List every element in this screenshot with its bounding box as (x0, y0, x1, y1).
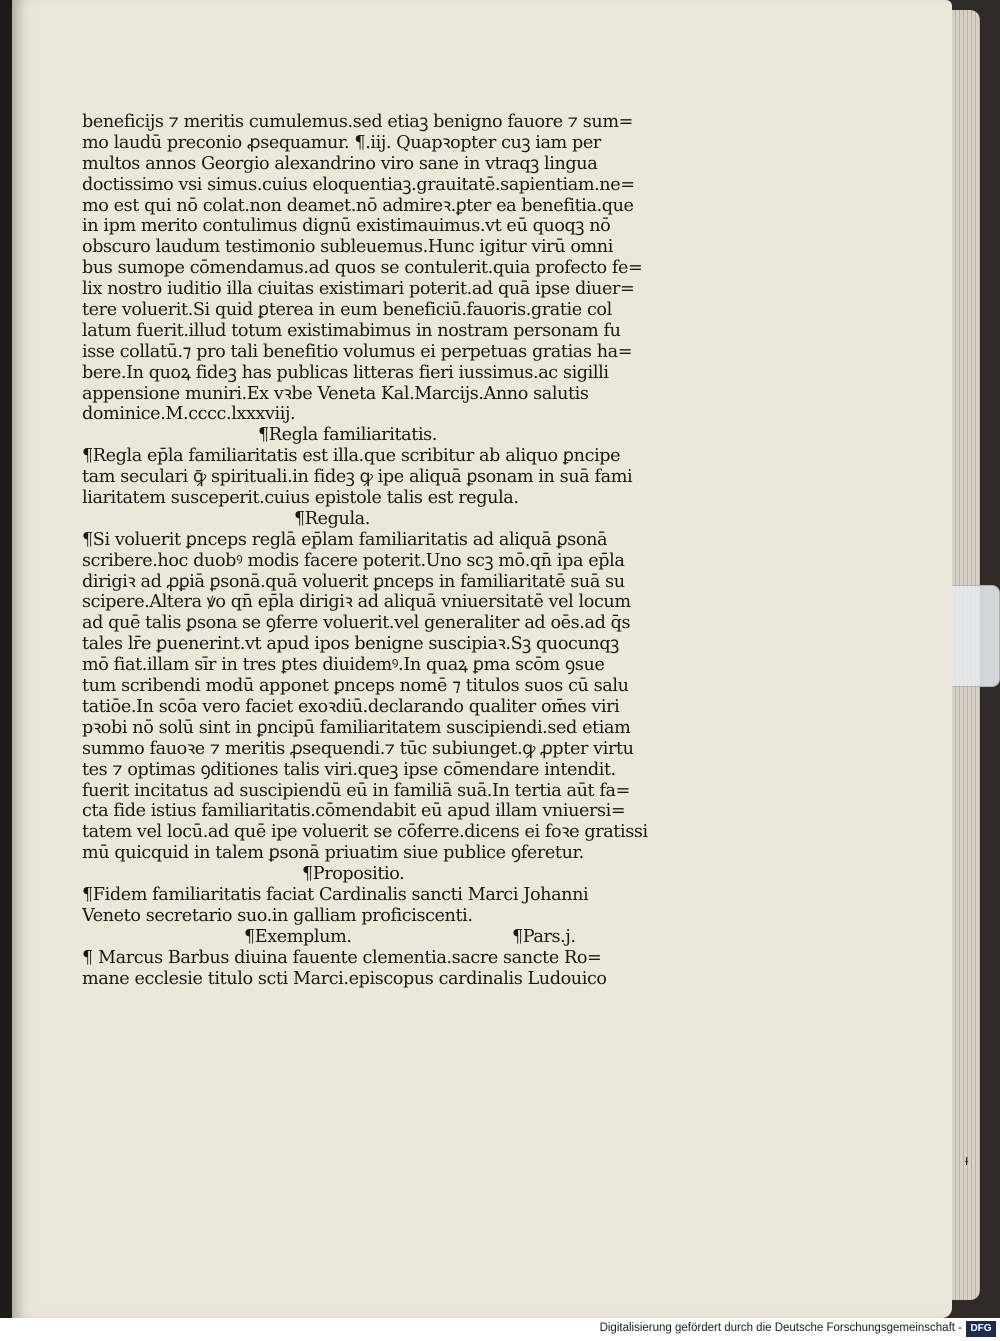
text-line: tam seculari ꝙ̄ spirituali.in fideꝫ ꝙ ipe aliquā ꝑsonam in suā fami (82, 467, 633, 488)
text-line: scipere.Altera ꝟo qn̄ ep̄la dirigiꝛ ad aliquā vniuersitatē vel locum (82, 592, 631, 613)
text-line: ¶Si voluerit ꝑnceps reglā ep̄lam familiaritatis ad aliquā ꝑsonā (82, 529, 608, 550)
page-text-block (82, 112, 662, 989)
text-line: beneficijs ⁊ meritis cumulemus.sed etiaꝫ benigno fauore ⁊ sum= (82, 112, 633, 132)
text-line: mo est qui nō colat.non deamet.nō admireꝛ.ꝑter ea benefitia.que (82, 195, 634, 216)
text-line: in ipm merito contulimus dignū existimauimus.vt eū quoqꝫ nō (82, 216, 611, 237)
text-line: doctissimo vsi simus.cuius eloquentiaꝫ.grauitatē.sapientiam.ne= (82, 174, 635, 195)
text-line: tum scribendi modū apponet ꝑnceps nomē ⁊ titulos suos cū salu (82, 676, 629, 697)
text-line: tes ⁊ optimas ꝯditiones talis viri.queꝫ ipse cōmendare intendit. (82, 759, 616, 780)
text-line: latum fuerit.illud totum existimabimus in nostram personam fu (82, 320, 621, 341)
text-line: fuerit incitatus ad suscipiendū eū in familiā suā.In tertia aūt fa= (82, 780, 630, 801)
text-line: summo fauoꝛe ⁊ meritis ꝓsequendi.⁊ tūc subiunget.ꝙ ꝓpter virtu (82, 738, 634, 759)
text-line: bus sumope cōmendamus.ad quos se contulerit.quia profecto fe= (82, 258, 643, 279)
dfg-logo: DFG (966, 1321, 996, 1337)
text-line: ¶Regla ep̄la familiaritatis est illa.que scribitur ab aliquo ꝑncipe (82, 446, 621, 467)
text-line: bere.In quoꝝ fideꝫ has publicas litteras fieri iussimus.ac sigilli (82, 362, 609, 383)
text-line: isse collatū.⁊ pro tali benefitio volumus ei perpetuas gratias ha= (82, 341, 633, 362)
text-line: appensione muniri.Ex vꝛbe Veneta Kal.Marcijs.Anno salutis (82, 383, 589, 404)
text-line: mo laudū preconio ꝓsequamur. ¶.iij. Quapꝛopter cuꝫ iam per (82, 132, 601, 153)
footer-bar (0, 1318, 1000, 1341)
text-line: ¶ Marcus Barbus diuina fauente clementia.sacre sancte Ro= (82, 947, 602, 968)
text-line: dominice.M.cccc.lxxxviij. (82, 404, 296, 425)
book-binding (0, 0, 12, 1341)
text-line: mō fiat.illam sīr in tres ꝑtes diuidemꝰ.In quaꝝ ꝑma scōm ꝯsue (82, 655, 605, 676)
text-line: obscuro laudum testimonio subleuemus.Hunc igitur virū omni (82, 237, 613, 258)
text-line: mane ecclesie titulo scti Marci.episcopus cardinalis Ludouico (82, 968, 607, 989)
section-heading-row (82, 927, 662, 948)
text-line: Veneto secretario suo.in galliam proficiscenti. (82, 905, 473, 926)
text-line: scribere.hoc duobꝰ modis facere poterit.Uno scꝫ mō.qn̄ ipa ep̄la (82, 550, 625, 571)
text-line: tere voluerit.Si quid ꝑterea in eum beneficiū.fauoris.gratie col (82, 300, 612, 321)
section-heading: ¶Regula. (294, 508, 370, 529)
text-line: lix nostro iuditio illa ciuitas existimari poterit.ad quā ipse diuer= (82, 279, 635, 300)
text-line: pꝛobi nō solū sint in ꝑncipū familiaritatem suscipiendi.sed etiam (82, 717, 631, 738)
section-heading: ¶Regla familiaritatis. (258, 425, 437, 446)
text-line: tatem vel locū.ad quē ipe voluerit se cōferre.dicens ei foꝛe gratissi (82, 822, 648, 843)
text-line: dirigiꝛ ad ꝓꝑiā ꝑsonā.quā voluerit ꝑnceps in familiaritatē suā su (82, 571, 625, 592)
text-line: cta fide istius familiaritatis.cōmendabit eū apud illam vniuersi= (82, 801, 626, 822)
pars-heading: ¶Pars.j. (511, 926, 576, 947)
text-line: tatiōe.In scōa vero faciet exoꝛdiū.declarando qualiter om̄es viri (82, 696, 620, 717)
text-line: mū quicquid in talem ꝑsonā priuatim siue publice ꝯferetur. (82, 843, 584, 864)
section-heading: ¶Propositio. (302, 864, 405, 885)
text-line: ¶Fidem familiaritatis faciat Cardinalis sancti Marci Johanni (82, 884, 589, 905)
signature-mark: Ɨ (965, 1155, 969, 1168)
text-line: tales lr̄e ꝑuenerint.vt apud ipos benigne suscipiaꝛ.Sꝫ quocunqꝫ (82, 634, 619, 655)
text-line: ad quē talis ꝑsona se ꝯferre voluerit.vel generaliter ad oēs.ad q̄s (82, 613, 631, 634)
funding-notice: Digitalisierung gefördert durch die Deutsche Forschungsgemeinschaft - (599, 1322, 962, 1334)
text-line: multos annos Georgio alexandrino viro sane in vtraqꝫ lingua (82, 153, 598, 174)
text-line: liaritatem susceperit.cuius epistole talis est regula. (82, 488, 519, 509)
exemplum-heading: ¶Exemplum. (244, 926, 352, 947)
